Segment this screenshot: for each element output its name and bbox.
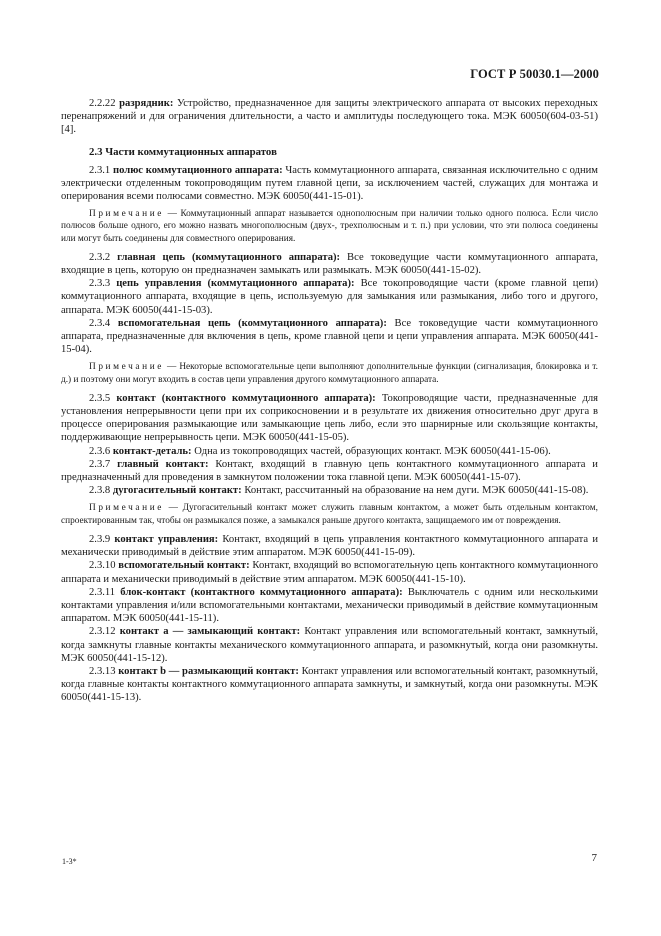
definition-2-3-7 [61,458,598,484]
definition-2-3-11 [61,586,598,626]
clause-number: 2.3.10 [89,560,116,572]
definition-text: Контакт управления или вспомогательный контакт, замкнутый, когда замкнуты главные контакты механического коммутационного аппарата, и разомкнутый, когда они разомкнуты. МЭК 60050(441-15-12). [61,626,598,664]
term: главная цепь (коммутационного аппарата): [117,251,341,263]
definition-text: Одна из токопроводящих частей, образующих контакт. МЭК 60050(441-15-06). [194,445,551,457]
section-title: 2.3 Части коммутационных аппаратов [89,145,277,158]
definition-2-3-10 [61,559,598,585]
definition-text: Контакт, входящий во вспомогательную цепь контактного коммутационного аппарата и механически приводимый в действие этим аппаратом. МЭК 60050(441-15-10). [61,560,598,585]
note-text: — Дугогасительный контакт может служить главным контактом, а может быть отдельным контактом, спроектированным так, чтобы он размыкался позже, а замыкался раньше другого контакта, защищаемого им от повреждения. [61,503,598,526]
note-label: Примечание [89,362,164,373]
clause-number: 2.3.1 [89,164,111,176]
term: контакт-деталь: [112,445,192,457]
clause-number: 2.3.5 [89,392,111,404]
document-body [61,97,598,705]
definition-2-3-5 [61,392,598,445]
definition-text: Все токоведущие части коммутационного аппарата, входящие в цепь, которую он предназначен замыкать или размыкать. МЭК 60050(441-15-02). [61,251,598,277]
note-1 [61,208,598,245]
term: контакт управления: [114,533,219,545]
note-label: Примечание [89,503,164,514]
definition-2-3-2 [61,251,598,277]
term: полюс коммутационного аппарата: [113,164,283,176]
definition-2-3-3 [61,277,598,317]
definition-2-3-4 [61,317,598,357]
definition-text: Выключатель с одним или несколькими контактами управления и/или вспомогательными контактами, механически приводимый в действие коммутационным аппаратом. МЭК 60050(441-15-11). [61,586,599,625]
clause-number: 2.3.12 [89,626,116,638]
clause-number: 2.3.2 [89,251,111,263]
clause-number: 2.2.22 [89,98,116,109]
term: блок-контакт (контактного коммутационного аппарата): [120,586,403,598]
definition-text: Все токоведущие части коммутационного аппарата, предназначенные для включения в цепь, кроме главной цепи и цепи управления аппарата. МЭК 60050(441-15-04). [61,317,598,356]
definition-text: Контакт управления или вспомогательный контакт, разомкнутый, когда главные контакты контактного коммутационного аппарата замкнуты, и замкнутый, когда они разомкнуты. МЭК 60050(441-15-13). [61,665,598,704]
definition-text: Часть коммутационного аппарата, связанная исключительно с одним электрически отделенным токопроводящим путем главной цепи, за исключением частей, служащих для монтажа и оперирования всеми полюсами совместно. МЭК 60050(441-15-01). [61,164,599,203]
definition-2-2-22 [61,97,598,137]
definition-text: Контакт, входящий в главную цепь контактного коммутационного аппарата и предназначенный для проведения в замкнутом положении тока главной цепи. МЭК 60050(441-15-07). [61,458,598,484]
note-label: Примечание [89,209,164,220]
clause-number: 2.3.7 [89,458,111,470]
clause-number: 2.3.4 [89,317,111,329]
definition-text: Контакт, рассчитанный на образование на нем дуги. МЭК 60050(441-15-08). [244,485,589,497]
term: главный контакт: [117,458,209,470]
clause-number: 2.3.9 [89,533,111,545]
definition-text: Контакт, входящий в цепь управления контактного коммутационного аппарата и механически приводимый в действие этим аппаратом. МЭК 60050(441-15-09). [61,533,598,559]
clause-number: 2.3.6 [89,445,111,457]
clause-number: 2.3.13 [89,665,116,677]
term: разрядник: [119,98,174,109]
clause-number: 2.3.3 [89,278,111,290]
note-3 [61,502,598,526]
term: вспомогательный контакт: [118,560,250,572]
note-text: — Некоторые вспомогательные цепи выполняют дополнительные функции (сигнализация, блокировка и т. д.) и поэтому они могут входить в состав цепи управления другого коммутационного аппарата. [61,362,598,385]
term: контакт a — замыкающий контакт: [119,626,301,638]
note-2 [61,361,598,385]
definition-text: Все токопроводящие части (кроме главной цепи) коммутационного аппарата, входящие в цепь, используемую для замыкания или размыкания, либо того и другого, аппарата. МЭК 60050(441-15-03). [61,278,599,316]
note-text: — Коммутационный аппарат называется однополюсным при наличии только одного полюса. Если число полюсов больше одного, его можно назвать многополюсным (двух-, трехполюсным и т. п.) при условии, что эти полюса соединены или могут быть соединены для совместного оперирования. [61,209,598,244]
definition-2-3-6 [61,445,598,458]
definition-2-3-9 [61,533,598,559]
definition-2-3-8 [61,484,598,497]
term: цепь управления (коммутационного аппарата): [116,278,355,290]
term: вспомогательная цепь (коммутационного аппарата): [117,317,387,329]
page-number: 7 [591,852,597,864]
definition-2-3-13 [61,665,598,705]
document-header: ГОСТ Р 50030.1—2000 [470,67,599,81]
sheet-mark: 1-3* [62,857,77,866]
term: контакт (контактного коммутационного аппарата): [116,392,376,404]
definition-text: Токопроводящие части, предназначенные для установления непрерывности цепи при их соприкосновении и в результате их движения относительно друг друга в процессе оперирования размыкающие или замыкающие цепь либо, если это шарнирные или скользящие контакты, поддерживающие непрерывность цепи. МЭК 60050(441-15-05). [61,392,598,444]
definition-text: Устройство, предназначенное для защиты электрического аппарата от высоких переходных перенапряжений и для ограничения длительности, а часто и амплитуды последующего тока. МЭК 60050(604-03-51) [4]. [61,98,598,136]
term: контакт b — размыкающий контакт: [118,665,299,677]
clause-number: 2.3.11 [89,586,116,598]
clause-number: 2.3.8 [89,485,111,497]
definition-2-3-12 [61,625,598,665]
definition-2-3-1 [61,164,598,204]
term: дугогасительный контакт: [112,485,242,497]
